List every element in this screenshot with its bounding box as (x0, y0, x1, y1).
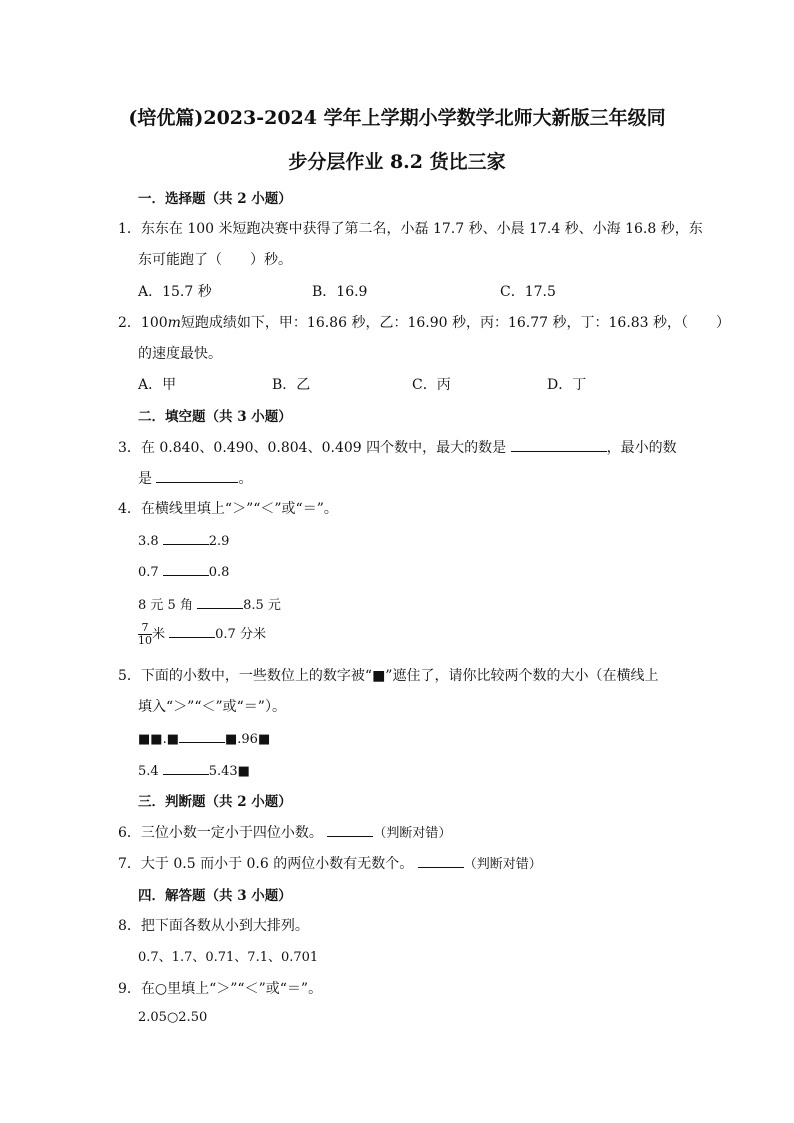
question-4-blank-2[interactable] (163, 561, 209, 576)
question-2-option-c: C．丙 (412, 377, 451, 393)
q4-i1-right: 2.9 (208, 534, 230, 549)
question-1-option-c: C．17.5 (500, 284, 556, 300)
q4-i3-right: 8.5 元 (243, 598, 281, 613)
question-6 (118, 822, 451, 842)
question-2-line2: 的速度最快。 (138, 346, 222, 362)
question-4-item-1 (138, 530, 229, 549)
q4-i2-right: 0.8 (208, 565, 230, 580)
question-9-item: 2.05○2.50 (138, 1010, 208, 1025)
question-2-text: 短跑成绩如下，甲：16.86 秒，乙：16.90 秒，丙：16.77 秒，丁：16.83 秒，（ ） (180, 315, 731, 331)
section-heading-answer: 四．解答题（共 3 小题） (138, 888, 292, 904)
question-3-line2 (138, 468, 252, 488)
question-3-line1 (118, 437, 677, 457)
q4-i4-right: 0.7 分米 (215, 627, 266, 642)
question-1-line2: 东可能跑了（ ）秒。 (138, 252, 292, 268)
question-3-blank-max[interactable] (511, 437, 607, 452)
q6-text: 6．三位小数一定小于四位小数。 (118, 825, 323, 841)
question-5-blank-2[interactable] (163, 760, 209, 775)
question-3-text-b: ，最小的数 (606, 440, 677, 456)
section-heading-judge: 三．判断题（共 2 小题） (138, 794, 292, 810)
q4-i4-unit: 米 (152, 627, 166, 642)
question-2-option-b: B．乙 (272, 377, 311, 393)
question-4-item-2 (138, 561, 229, 580)
q4-i1-left: 3.8 (138, 534, 159, 549)
question-6-blank[interactable] (327, 822, 373, 837)
question-5-line1: 5．下面的小数中，一些数位上的数字被“■”遮住了，请你比较两个数的大小（在横线上 (118, 668, 659, 684)
question-4-item-3 (138, 594, 281, 613)
q4-i3-left: 8 元 5 角 (138, 598, 193, 613)
fraction-seven-tenths (138, 622, 152, 647)
question-1-option-a: A．15.7 秒 (138, 284, 212, 300)
question-4-blank-1[interactable] (163, 530, 209, 545)
question-2-unit: m (167, 315, 181, 331)
question-5-item-2 (138, 760, 250, 779)
question-2-option-d: D．丁 (547, 377, 587, 393)
question-4-blank-3[interactable] (197, 594, 243, 609)
fraction-denominator: 10 (138, 634, 152, 647)
q7-tail: （判断对错） (463, 857, 542, 872)
question-1-line1: 1．东东在 100 米短跑决赛中获得了第二名，小磊 17.7 秒、小晨 17.4 秒、小海 16.8 秒，东 (118, 221, 703, 237)
question-8-numbers: 0.7、1.7、0.71、7.1、0.701 (138, 950, 319, 965)
q6-tail: （判断对错） (373, 826, 452, 841)
q5-i1-left: ■■.■ (138, 732, 179, 747)
q7-text: 7．大于 0.5 而小于 0.6 的两位小数有无数个。 (118, 856, 414, 872)
question-3-text-c: 是 (138, 471, 152, 487)
question-4-blank-4[interactable] (169, 623, 215, 638)
q4-i2-left: 0.7 (138, 565, 159, 580)
question-3-blank-min[interactable] (156, 468, 238, 483)
question-5-item-1 (138, 728, 270, 747)
question-9: 9．在○里填上“＞”“＜”或“＝”。 (118, 981, 323, 997)
question-5-line2: 填入“＞”“＜”或“＝”）。 (138, 699, 286, 715)
question-2-line1 (118, 312, 730, 332)
question-2-number: 2．100 (118, 315, 168, 331)
section-heading-fill: 二．填空题（共 3 小题） (138, 409, 292, 425)
question-8: 8．把下面各数从小到大排列。 (118, 918, 309, 934)
q5-i2-right: 5.43■ (208, 764, 250, 779)
fraction-numerator: 7 (141, 621, 149, 634)
question-7-blank[interactable] (418, 853, 464, 868)
question-7 (118, 853, 542, 873)
question-4-item-4 (138, 622, 266, 647)
doc-title-line2: 步分层作业 8.2 货比三家 (288, 151, 506, 173)
question-5-blank-1[interactable] (179, 728, 225, 743)
question-3-text-a: 3．在 0.840、0.490、0.804、0.409 四个数中，最大的数是 (118, 440, 507, 456)
question-2-option-a: A．甲 (138, 377, 177, 393)
q5-i1-right: ■.96■ (224, 732, 271, 747)
question-4-stem: 4．在横线里填上“＞”“＜”或“＝”。 (118, 501, 338, 517)
section-heading-choice: 一．选择题（共 2 小题） (138, 191, 292, 207)
question-1-option-b: B．16.9 (312, 284, 368, 300)
question-3-text-d: 。 (238, 471, 253, 487)
doc-title-line1: (培优篇)2023-2024 学年上学期小学数学北师大新版三年级同 (128, 107, 666, 129)
q5-i2-left: 5.4 (138, 764, 159, 779)
